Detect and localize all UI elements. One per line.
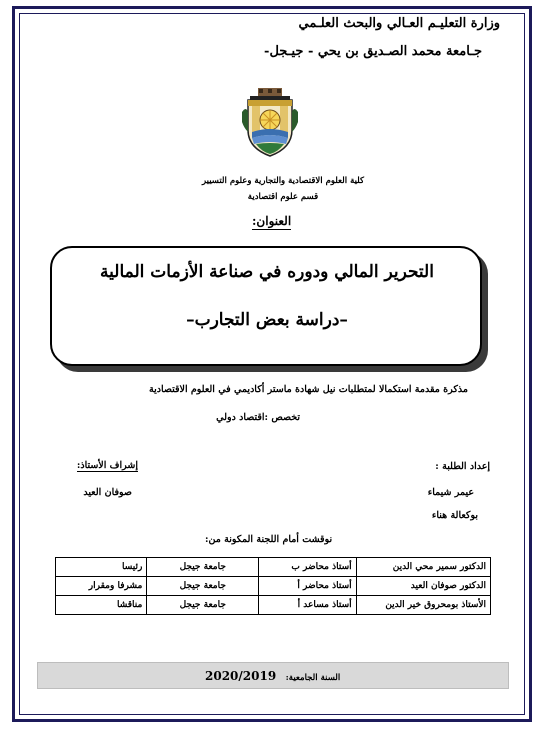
- table-row: [56, 558, 491, 577]
- speciality: تخصص :اقتصاد دولي: [216, 412, 300, 423]
- table-row: [56, 577, 491, 596]
- thesis-title: التحرير المالي ودوره في صناعة الأزمات المالية: [100, 262, 434, 282]
- member-institution: جامعة جيجل: [147, 577, 259, 596]
- member-role: رئيسا: [56, 558, 147, 577]
- committee-label: نوقشت أمام اللجنة المكونة من:: [205, 534, 333, 545]
- member-institution: جامعة جيجل: [147, 558, 259, 577]
- member-name: الدكتور صوفان العيد: [356, 577, 490, 596]
- ministry-name: وزارة التعليـم العـالي والبحث العلـمي: [298, 16, 500, 31]
- academic-year-value: 2020/2019: [205, 669, 277, 683]
- committee-table: [55, 557, 491, 615]
- supervisor-name: صوفان العيد: [83, 487, 132, 498]
- member-rank: أستاذ محاضر ب: [259, 558, 356, 577]
- member-role: مشرفا ومقرار: [56, 577, 147, 596]
- memo-statement: مذكرة مقدمة استكمالا لمتطلبات نيل شهادة ماستر أكاديمي في العلوم الاقتصادية: [149, 384, 468, 395]
- member-name: الدكتور سمير محي الدين: [356, 558, 490, 577]
- department-name: قسم علوم اقتصادية: [247, 192, 319, 202]
- student-name: بوكعالة هناء: [431, 510, 478, 521]
- member-role: مناقشا: [56, 596, 147, 615]
- member-institution: جامعة جيجل: [147, 596, 259, 615]
- university-logo-icon: [242, 86, 298, 158]
- member-rank: أستاذ مساعد أ: [259, 596, 356, 615]
- student-name: عيمر شيماء: [427, 487, 474, 498]
- faculty-name: كلية العلوم الاقتصادية والتجارية وعلوم التسيير: [201, 176, 365, 186]
- supervisor-label: إشراف الأستاذ:: [76, 460, 138, 471]
- member-name: الأستاذ بومحروق خير الدين: [356, 596, 490, 615]
- academic-year-label: السنة الجامعية:: [285, 673, 341, 683]
- students-label: إعداد الطلبة :: [435, 461, 490, 472]
- member-rank: أستاذ محاضر أ: [259, 577, 356, 596]
- title-label: العنوان:: [252, 214, 292, 228]
- table-row: [56, 596, 491, 615]
- thesis-subtitle: –دراسة بعض التجارب–: [186, 310, 348, 330]
- academic-year: [205, 669, 340, 683]
- university-name: جـامعة محمد الصـديق بن يحي - جيـجل-: [264, 44, 482, 59]
